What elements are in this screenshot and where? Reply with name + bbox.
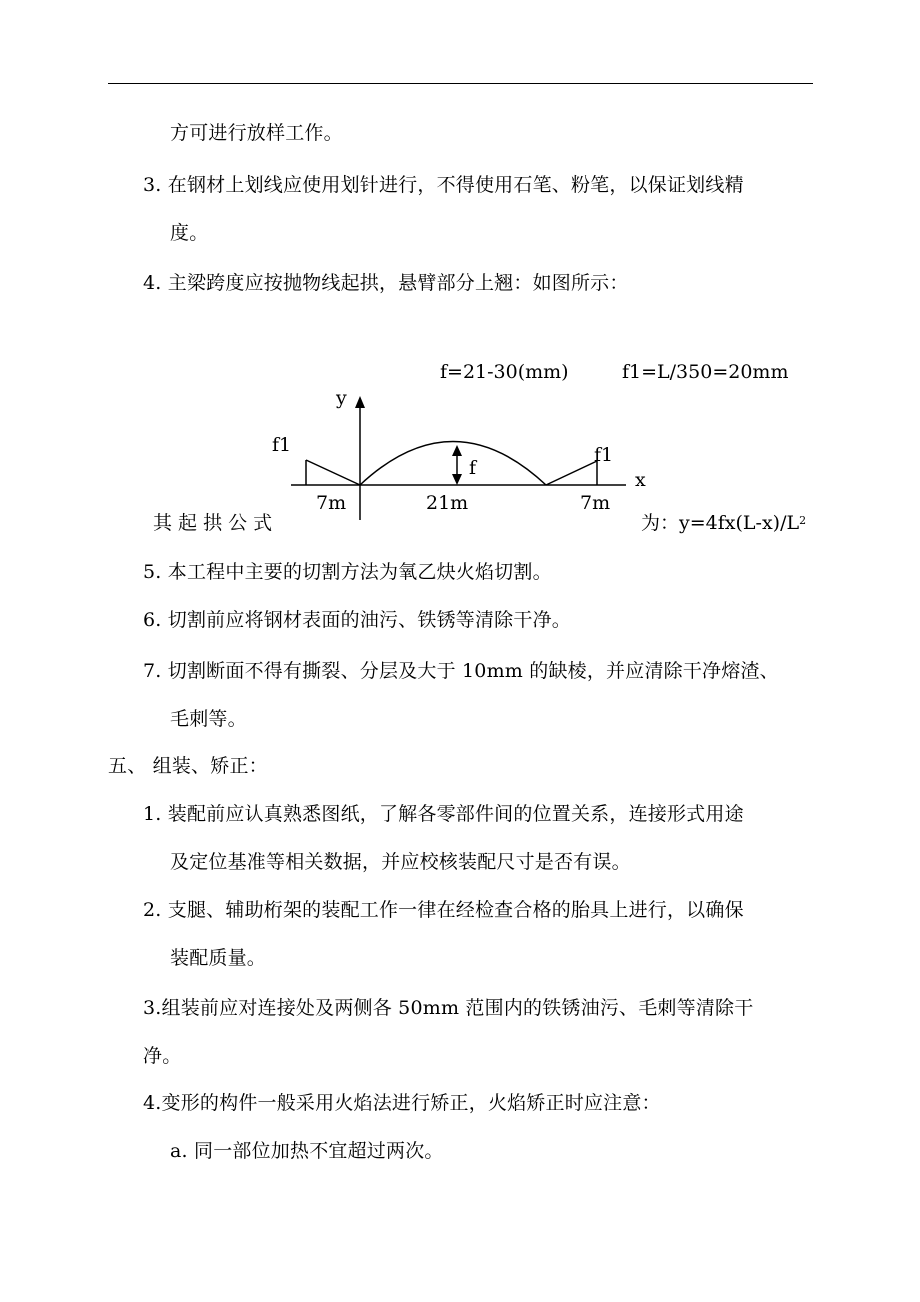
camber-diagram xyxy=(0,350,920,540)
text-line-3: 度。 xyxy=(170,222,209,244)
text-line-15: 净。 xyxy=(143,1045,182,1067)
formula-main: 为：y=4fx(L-x)/L xyxy=(641,512,800,534)
f-range-label: f=21-30(mm) xyxy=(440,361,569,383)
text-line-11: 及定位基准等相关数据，并应校核装配尺寸是否有误。 xyxy=(170,851,631,873)
text-line-1: 方可进行放样工作。 xyxy=(170,122,343,144)
header-rule xyxy=(108,83,813,84)
y-axis-label: y xyxy=(336,387,347,409)
f1-formula-label: f1=L/350=20mm xyxy=(622,361,789,383)
formula-prefix: 其 起 拱 公 式 xyxy=(153,512,273,534)
left-span-label: 7m xyxy=(316,492,347,514)
right-f1-label: f1 xyxy=(594,444,614,466)
text-line-17: a. 同一部位加热不宜超过两次。 xyxy=(170,1140,444,1162)
y-axis-arrow-icon xyxy=(355,396,365,408)
text-line-10: 1. 装配前应认真熟悉图纸，了解各零部件间的位置关系，连接形式用途 xyxy=(143,803,744,825)
text-line-12: 2. 支腿、辅助桁架的装配工作一律在经检查合格的胎具上进行，以确保 xyxy=(143,899,744,921)
section-heading-five: 五、 组装、矫正： xyxy=(108,755,268,777)
text-line-14: 3.组装前应对连接处及两侧各 50mm 范围内的铁锈油污、毛刺等清除干 xyxy=(143,997,754,1019)
right-span-label: 7m xyxy=(580,492,611,514)
text-line-2: 3. 在钢材上划线应使用划针进行，不得使用石笔、粉笔，以保证划线精 xyxy=(143,174,744,196)
text-line-4: 4. 主梁跨度应按抛物线起拱，悬臂部分上翘：如图所示： xyxy=(143,272,629,294)
formula-exponent: 2 xyxy=(799,514,807,527)
f-label: f xyxy=(469,457,477,479)
text-line-5: 5. 本工程中主要的切割方法为氧乙炔火焰切割。 xyxy=(143,561,552,583)
text-line-8: 毛刺等。 xyxy=(170,708,247,730)
main-span-label: 21m xyxy=(426,492,469,514)
text-line-7: 7. 切割断面不得有撕裂、分层及大于 10mm 的缺棱，并应清除干净熔渣、 xyxy=(143,660,779,682)
text-line-16: 4.变形的构件一般采用火焰法进行矫正，火焰矫正时应注意： xyxy=(143,1092,661,1114)
formula-text xyxy=(641,512,806,534)
f-arrow-down-icon xyxy=(452,474,462,485)
left-cantilever-slope xyxy=(306,460,360,485)
text-line-6: 6. 切割前应将钢材表面的油污、铁锈等清除干净。 xyxy=(143,609,571,631)
left-f1-label: f1 xyxy=(272,434,292,456)
main-span-arc xyxy=(360,442,546,486)
x-axis-label: x xyxy=(635,469,646,491)
f-arrow-up-icon xyxy=(452,445,462,456)
text-line-13: 装配质量。 xyxy=(170,947,267,969)
right-cantilever-slope xyxy=(546,461,597,485)
